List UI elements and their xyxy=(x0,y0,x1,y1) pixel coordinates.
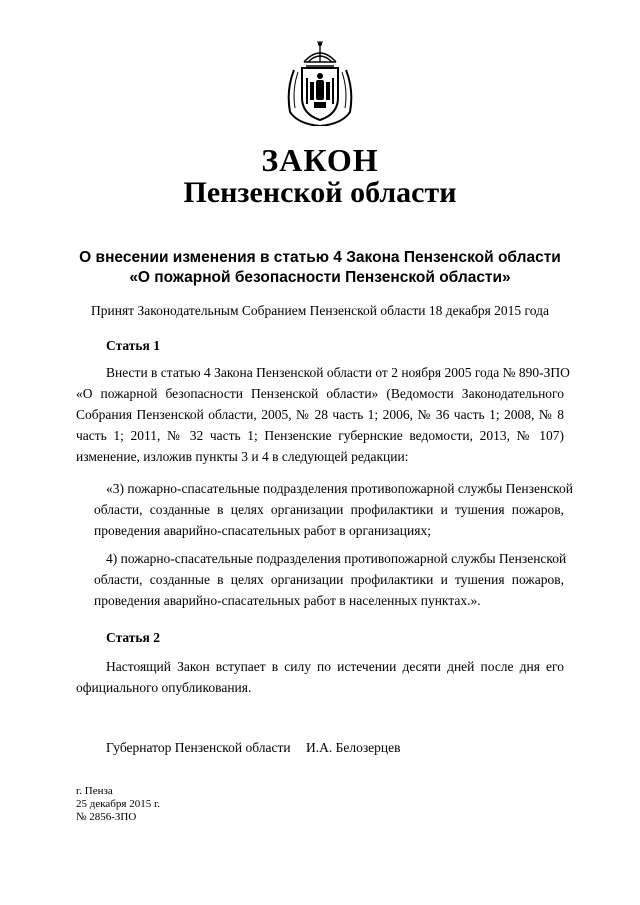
signature-block xyxy=(106,740,413,756)
article-1-line: Внести в статью 4 Закона Пензенской области от 2 ноября 2005 года № 890-ЗПО xyxy=(106,365,570,380)
signatory-position: Губернатор Пензенской области xyxy=(106,740,291,755)
item-3-line: «3) пожарно-спасательные подразделения противопожарной службы Пензенской xyxy=(106,481,574,496)
footer-date: 25 декабря 2015 г. xyxy=(76,798,160,810)
item-3-line: проведения аварийно-спасательных работ в организациях; xyxy=(94,523,431,538)
document-region-title: Пензенской области xyxy=(183,176,457,209)
article-1-heading: Статья 1 xyxy=(106,338,160,353)
document-type-title: ЗАКОН xyxy=(261,142,379,178)
article-2-text xyxy=(76,656,564,698)
amendment-item-3 xyxy=(94,478,574,541)
article-1-line: изменение, изложив пункты 3 и 4 в следующей редакции: xyxy=(76,449,409,464)
subject-line-1: О внесении изменения в статью 4 Закона Пензенской области xyxy=(79,249,561,266)
signatory-name: И.А. Белозерцев xyxy=(306,740,401,755)
coat-of-arms-icon xyxy=(284,40,356,126)
article-1-intro xyxy=(76,362,570,467)
document-footer xyxy=(76,785,160,824)
item-4-line: области, созданные в целях организации профилактики и тушения пожаров, xyxy=(94,572,564,587)
item-4-line: 4) пожарно-спасательные подразделения противопожарной службы Пензенской xyxy=(106,551,567,566)
article-1-line: часть 1; 2011, № 32 часть 1; Пензенские губернские ведомости, 2013, № 107) xyxy=(76,428,564,443)
amendment-item-4 xyxy=(94,548,567,611)
article-2-line: официального опубликования. xyxy=(76,680,252,695)
article-1-line: «О пожарной безопасности Пензенской области» (Ведомости Законодательного xyxy=(76,386,564,401)
adoption-note: Принят Законодательным Собранием Пензенской области 18 декабря 2015 года xyxy=(91,303,549,318)
subject-line-2: «О пожарной безопасности Пензенской области» xyxy=(129,269,511,286)
footer-city: г. Пенза xyxy=(76,785,113,797)
article-1-line: Собрания Пензенской области, 2005, № 28 часть 1; 2006, № 36 часть 1; 2008, № 8 xyxy=(76,407,564,422)
item-4-line: проведения аварийно-спасательных работ в населенных пунктах.». xyxy=(94,593,481,608)
article-2-line: Настоящий Закон вступает в силу по истечении десяти дней после дня его xyxy=(106,659,564,674)
footer-number: № 2856-ЗПО xyxy=(76,811,137,823)
item-3-line: области, созданные в целях организации профилактики и тушения пожаров, xyxy=(94,502,564,517)
law-subject xyxy=(0,248,640,288)
article-2-heading: Статья 2 xyxy=(106,630,160,645)
